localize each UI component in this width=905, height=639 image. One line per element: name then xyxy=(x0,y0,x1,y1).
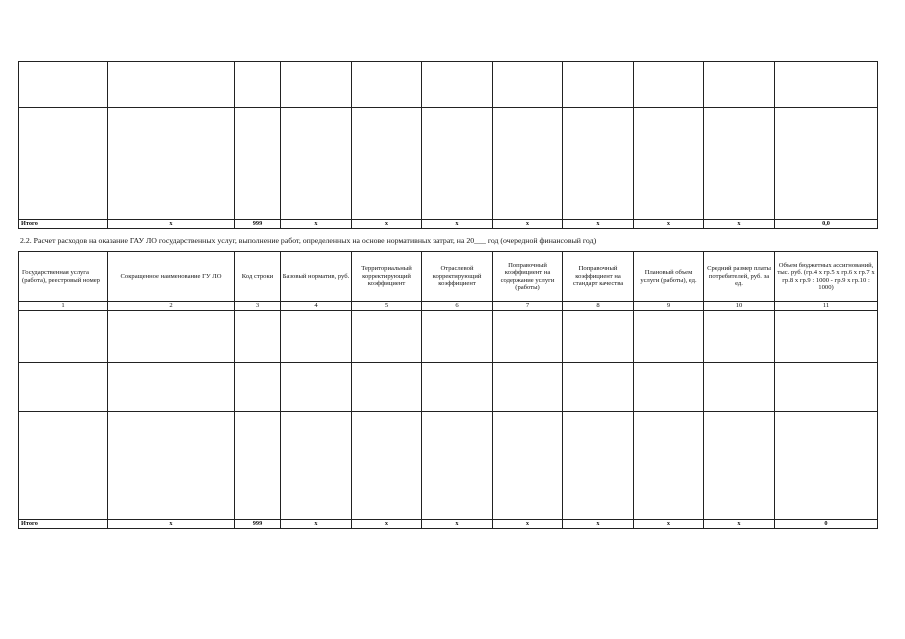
total-cell: х xyxy=(493,220,563,229)
section-title: 2.2. Расчет расходов на оказание ГАУ ЛО государственных услуг, выполнение работ, определенных на основе нормативных затрат, на 20___ год (очередной финансовый год) xyxy=(20,236,597,245)
total-cell: х xyxy=(634,520,704,529)
column-header: Код строки xyxy=(235,252,281,302)
total-row xyxy=(19,220,878,229)
total-cell: х xyxy=(493,520,563,529)
empty-row xyxy=(19,363,878,412)
total-cell: х xyxy=(281,220,352,229)
total-label: Итого xyxy=(19,520,108,529)
column-number: 10 xyxy=(704,302,775,311)
column-number: 2 xyxy=(108,302,235,311)
total-cell: 0,0 xyxy=(775,220,878,229)
empty-row xyxy=(19,108,878,220)
column-number: 8 xyxy=(563,302,634,311)
column-number-row xyxy=(19,302,878,311)
column-number: 1 xyxy=(19,302,108,311)
continuation-table xyxy=(18,61,878,229)
total-cell: 999 xyxy=(235,520,281,529)
column-header: Плановый объем услуги (работы), ед. xyxy=(634,252,704,302)
column-header: Отраслевой корректирующий коэффициент xyxy=(422,252,493,302)
column-header: Поправочный коэффициент на содержание услуги (работы) xyxy=(493,252,563,302)
column-number: 11 xyxy=(775,302,878,311)
total-cell: х xyxy=(704,220,775,229)
total-cell: х xyxy=(281,520,352,529)
total-cell: 999 xyxy=(235,220,281,229)
total-cell: х xyxy=(563,220,634,229)
total-cell: х xyxy=(352,520,422,529)
total-cell: х xyxy=(422,520,493,529)
column-header: Территориальный корректирующий коэффициент xyxy=(352,252,422,302)
column-number: 5 xyxy=(352,302,422,311)
total-cell: х xyxy=(704,520,775,529)
empty-row xyxy=(19,412,878,520)
empty-row xyxy=(19,62,878,108)
column-number: 9 xyxy=(634,302,704,311)
total-cell: х xyxy=(634,220,704,229)
column-header: Сокращенное наименование ГУ ЛО xyxy=(108,252,235,302)
total-cell: 0 xyxy=(775,520,878,529)
column-header: Средний размер платы потребителей, руб. за ед. xyxy=(704,252,775,302)
column-header: Государственная услуга (работа), реестровый номер xyxy=(19,252,108,302)
total-cell: х xyxy=(108,220,235,229)
total-cell: х xyxy=(108,520,235,529)
empty-row xyxy=(19,311,878,363)
total-label: Итого xyxy=(19,220,108,229)
calculation-table xyxy=(18,251,878,529)
total-cell: х xyxy=(422,220,493,229)
total-cell: х xyxy=(352,220,422,229)
header-row xyxy=(19,252,878,302)
column-number: 7 xyxy=(493,302,563,311)
column-number: 6 xyxy=(422,302,493,311)
total-row xyxy=(19,520,878,529)
column-header: Базовый норматив, руб. xyxy=(281,252,352,302)
column-number: 4 xyxy=(281,302,352,311)
column-header: Объем бюджетных ассигнований, тыс. руб. (гр.4 х гр.5 х гр.6 х гр.7 х гр.8 х гр.9 : 1000 - гр.9 х гр.10 : 1000) xyxy=(775,252,878,302)
column-header: Поправочный коэффициент на стандарт качества xyxy=(563,252,634,302)
total-cell: х xyxy=(563,520,634,529)
column-number: 3 xyxy=(235,302,281,311)
